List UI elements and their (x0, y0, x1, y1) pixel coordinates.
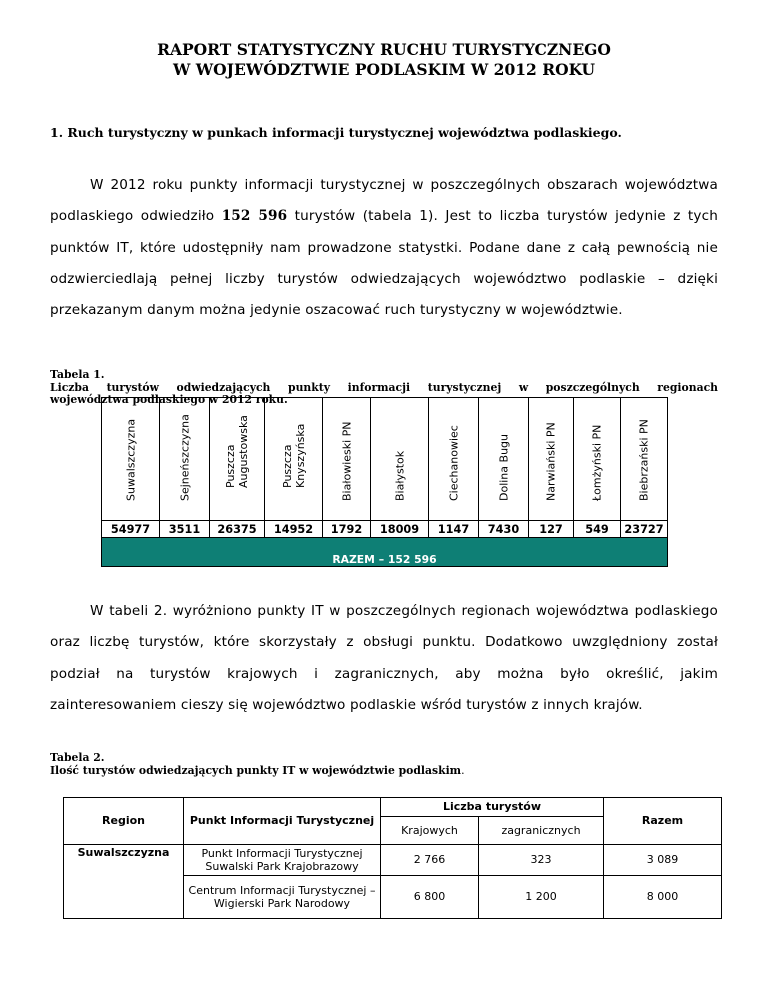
table2-total-cell: 8 000 (604, 876, 722, 919)
table1-region-label: Sejneńszczyzna (178, 414, 191, 501)
intro-total-bold: 152 596 (221, 208, 288, 225)
table1-region-label: Puszcza Augustowska (224, 415, 250, 488)
table1-value-cell: 18009 (371, 521, 429, 538)
table2-caption-dot: . (461, 763, 465, 777)
table2-domestic-cell: 6 800 (381, 876, 479, 919)
table2-header-tourists: Liczba turystów (381, 798, 604, 817)
table1-region-label: Białowieski PN (340, 421, 353, 501)
table2-header-row (64, 798, 722, 817)
table2-header-foreign: zagranicznych (479, 817, 604, 845)
table1-value-cell: 7430 (479, 521, 529, 538)
intro-text-after: turystów (tabela 1). Jest to liczba turystów jedynie z tych punktów IT, które udostępniły nam prowadzone statystki. Podane dane z całą pewnością nie odzwierciedlają pełnej liczby turystów odwiedzających województwo podlaskie – dzięki przekazanym danym można jedynie oszacować ruch turystyczny w województwie. (50, 208, 718, 319)
table1-value-cell: 549 (574, 521, 621, 538)
table2-point-cell: Centrum Informacji Turystycznej – Wigierski Park Narodowy (184, 876, 381, 919)
table1-region-header (479, 398, 529, 521)
table2-point-cell: Punkt Informacji Turystycznej Suwalski Park Krajobrazowy (184, 845, 381, 876)
table1-region-label: Białystok (393, 450, 406, 501)
table2-caption (50, 752, 718, 777)
table2-header-region: Region (64, 798, 184, 845)
table1-region-label: Łomżyński PN (590, 424, 604, 501)
table1-region-header (265, 398, 323, 521)
table1-value-cell: 3511 (160, 521, 210, 538)
report-title-line2: W WOJEWÓDZTWIE PODLASKIM W 2012 ROKU (172, 60, 596, 79)
table1-region-label: Narwiański PN (544, 422, 558, 501)
table1-value-cell: 14952 (265, 521, 323, 538)
table2-intro-paragraph: W tabeli 2. wyróżniono punkty IT w poszczególnych regionach województwa podlaskiego oraz liczbę turystów, które skorzystały z obsługi punktu. Dodatkowo uwzględniony został podział na turystów krajowych i zagranicznych, aby można było określić, jakim zainteresowaniem cieszy się województwo podlaskie wśród turystów z innych krajów. (50, 603, 718, 713)
table1-value-cell: 127 (529, 521, 574, 538)
intro-text-before: W 2012 roku punkty informacji turystycznej w poszczególnych obszarach województwa podlaskiego odwiedziło (50, 177, 718, 225)
table2-foreign-cell: 323 (479, 845, 604, 876)
table1-region-header (160, 398, 210, 521)
table1-region-label: Ciechanowiec (447, 425, 460, 501)
table1-value-cell: 1792 (323, 521, 371, 538)
table1-value-cell: 26375 (210, 521, 265, 538)
table1-region-label: Suwalszczyzna (124, 418, 137, 501)
report-title (0, 40, 768, 80)
table1-region-label: Puszcza Knyszyńska (280, 423, 307, 488)
table1-value-cell: 1147 (429, 521, 479, 538)
table1-region-header (574, 398, 621, 521)
table2-header-total: Razem (604, 798, 722, 845)
table1-region-label: Dolina Bugu (497, 434, 510, 501)
table2-domestic-cell: 2 766 (381, 845, 479, 876)
table-row (64, 845, 722, 876)
intro-paragraph (50, 170, 718, 326)
table2-caption-label: Tabela 2. (50, 751, 105, 764)
table2 (63, 797, 722, 919)
table1-caption-line3: województwa podlaskiego w 2012 roku. (50, 393, 288, 406)
table1-region-label: Biebrzański PN (637, 419, 651, 501)
table1-total-cell (102, 538, 668, 567)
table1-region-header (210, 398, 265, 521)
table2-header-domestic: Krajowych (381, 817, 479, 845)
table1-value-cell: 23727 (621, 521, 668, 538)
section1-heading: 1. Ruch turystyczny w punkach informacji turystycznej województwa podlaskiego. (50, 125, 622, 140)
table1-total-row (102, 538, 668, 567)
table1-caption-label: Tabela 1. (50, 368, 105, 381)
table1-region-header (323, 398, 371, 521)
report-title-line1: RAPORT STATYSTYCZNY RUCHU TURYSTYCZNEGO (157, 40, 611, 59)
table2-total-cell: 3 089 (604, 845, 722, 876)
table1-caption-line2: Liczba turystów odwiedzających punkty informacji turystycznej w poszczególnych regionach (50, 380, 718, 394)
table1-region-header (102, 398, 160, 521)
table1-header-row (102, 398, 668, 521)
table1-value-cell: 54977 (102, 521, 160, 538)
table1-region-header (429, 398, 479, 521)
table2-header-point: Punkt Informacji Turystycznej (184, 798, 381, 845)
table2-caption-title: Ilość turystów odwiedzających punkty IT w województwie podlaskim (50, 763, 462, 777)
table1-region-header (371, 398, 429, 521)
table1-region-header (529, 398, 574, 521)
table1 (101, 397, 668, 567)
table2-region-cell: Suwalszczyzna (64, 845, 184, 919)
table1-region-header (621, 398, 668, 521)
table2-foreign-cell: 1 200 (479, 876, 604, 919)
table1-total-label: RAZEM – 152 596 (332, 552, 437, 566)
table1-values-row (102, 521, 668, 538)
